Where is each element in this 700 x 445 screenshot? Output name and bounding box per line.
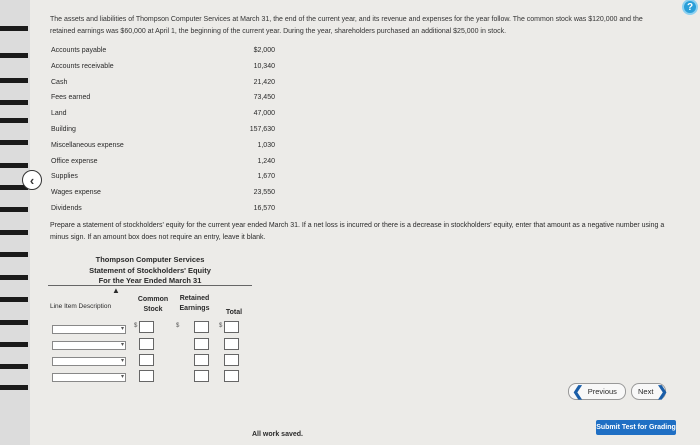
total-input[interactable]	[224, 370, 239, 382]
account-name: Wages expense	[51, 189, 101, 197]
common-stock-input[interactable]	[139, 338, 154, 350]
line-item-select[interactable]	[52, 325, 126, 334]
account-name: Accounts receivable	[51, 62, 114, 70]
column-header-retained-line1: Retained	[179, 295, 210, 302]
line-item-select[interactable]	[52, 373, 126, 382]
help-icon[interactable]: ?	[682, 0, 698, 15]
currency-symbol: $	[134, 323, 138, 329]
account-name: Accounts payable	[51, 47, 107, 54]
total-input[interactable]	[224, 338, 239, 350]
sidebar-marker	[0, 385, 28, 390]
sidebar-marker	[0, 275, 28, 280]
sidebar-marker	[0, 100, 28, 105]
sidebar-marker	[0, 53, 28, 58]
column-header-retained-earnings	[172, 294, 217, 314]
sidebar-marker	[0, 364, 28, 369]
account-name: Office expense	[51, 157, 98, 165]
sidebar-marker	[0, 342, 28, 347]
column-header-retained-line2: Earnings	[179, 305, 210, 312]
account-value: 157,630	[249, 125, 275, 133]
retained-earnings-input[interactable]	[194, 338, 209, 350]
column-header-common-line1: Common	[137, 296, 169, 303]
instructions-text: Prepare a statement of stockholders' equity for the current year ended March 31. If a net loss is incurred or there is a decrease in stockholders' equity, enter that amount as a negative number using a minus sign. If an amount box does not require an entry, leave it blank.	[50, 222, 665, 241]
account-value: 47,000	[253, 110, 275, 118]
sidebar-marker	[0, 297, 28, 302]
account-value: $2,000	[253, 47, 275, 54]
currency-symbol: $	[176, 323, 180, 329]
line-item-select[interactable]	[52, 341, 126, 350]
column-header-line-item: Line Item Description	[50, 303, 112, 310]
column-header-common-line2: Stock	[143, 306, 163, 313]
sidebar-marker	[0, 118, 28, 123]
account-value: 10,340	[253, 62, 275, 70]
submit-test-button[interactable]: Submit Test for Grading	[596, 420, 676, 435]
total-input[interactable]	[224, 321, 239, 333]
sidebar-marker	[0, 207, 28, 212]
account-value: 21,420	[253, 78, 275, 86]
account-value: 1,240	[257, 157, 275, 165]
account-name: Supplies	[51, 173, 78, 181]
account-value: 1,030	[257, 141, 275, 149]
chevron-right-icon: ❯	[656, 383, 669, 399]
total-input[interactable]	[224, 354, 239, 366]
common-stock-input[interactable]	[139, 321, 154, 333]
pointer-arrow-icon: ▲	[112, 286, 120, 295]
account-value: 73,450	[253, 94, 275, 102]
common-stock-input[interactable]	[139, 370, 154, 382]
sidebar-marker	[0, 230, 28, 235]
next-label: Next	[638, 387, 654, 396]
column-header-common-stock	[134, 295, 172, 315]
retained-earnings-input[interactable]	[194, 370, 209, 382]
statement-title: Statement of Stockholders' Equity	[89, 265, 211, 275]
account-value: 23,550	[253, 189, 275, 197]
account-name: Land	[51, 110, 67, 118]
header-divider	[48, 285, 252, 286]
sidebar-marker	[0, 163, 28, 168]
retained-earnings-input[interactable]	[194, 321, 209, 333]
statement-company: Thompson Computer Services	[95, 255, 205, 264]
sidebar-marker	[0, 252, 28, 257]
sidebar-marker	[0, 320, 28, 325]
next-button[interactable]	[631, 383, 669, 400]
previous-label: Previous	[587, 387, 617, 396]
common-stock-input[interactable]	[139, 354, 154, 366]
account-name: Building	[51, 125, 76, 133]
currency-symbol: $	[219, 323, 223, 329]
chevron-left-icon: ❮	[572, 383, 584, 399]
account-value: 16,570	[253, 204, 275, 212]
account-name: Miscellaneous expense	[51, 141, 124, 149]
sidebar-marker	[0, 26, 28, 31]
chevron-down-icon: ▾	[120, 358, 124, 364]
account-name: Fees earned	[51, 94, 91, 102]
chevron-down-icon: ▾	[120, 326, 124, 332]
save-status: All work saved.	[252, 431, 303, 438]
chevron-down-icon: ▾	[120, 374, 124, 380]
problem-intro-text: The assets and liabilities of Thompson Computer Services at March 31, the end of the current year, and its revenue and expenses for the year follow. The common stock was $120,000 and the retained earnings was $60,000 at April 1, the beginning of the current year. During the year, shareholders purchased an additional $25,000 in stock.	[50, 16, 643, 35]
line-item-select[interactable]	[52, 357, 126, 366]
account-name: Dividends	[51, 204, 82, 212]
sidebar-marker	[0, 78, 28, 83]
previous-button[interactable]	[568, 383, 626, 400]
account-value: 1,670	[257, 173, 275, 181]
retained-earnings-input[interactable]	[194, 354, 209, 366]
sidebar-marker	[0, 140, 28, 145]
account-name: Cash	[51, 78, 68, 86]
statement-period: For the Year Ended March 31	[98, 276, 202, 285]
left-sidebar-strip	[0, 0, 30, 445]
chevron-down-icon: ▾	[120, 342, 124, 348]
column-header-total: Total	[225, 309, 243, 316]
statement-header	[55, 255, 245, 287]
collapse-chevron-icon[interactable]: ‹	[22, 170, 42, 190]
